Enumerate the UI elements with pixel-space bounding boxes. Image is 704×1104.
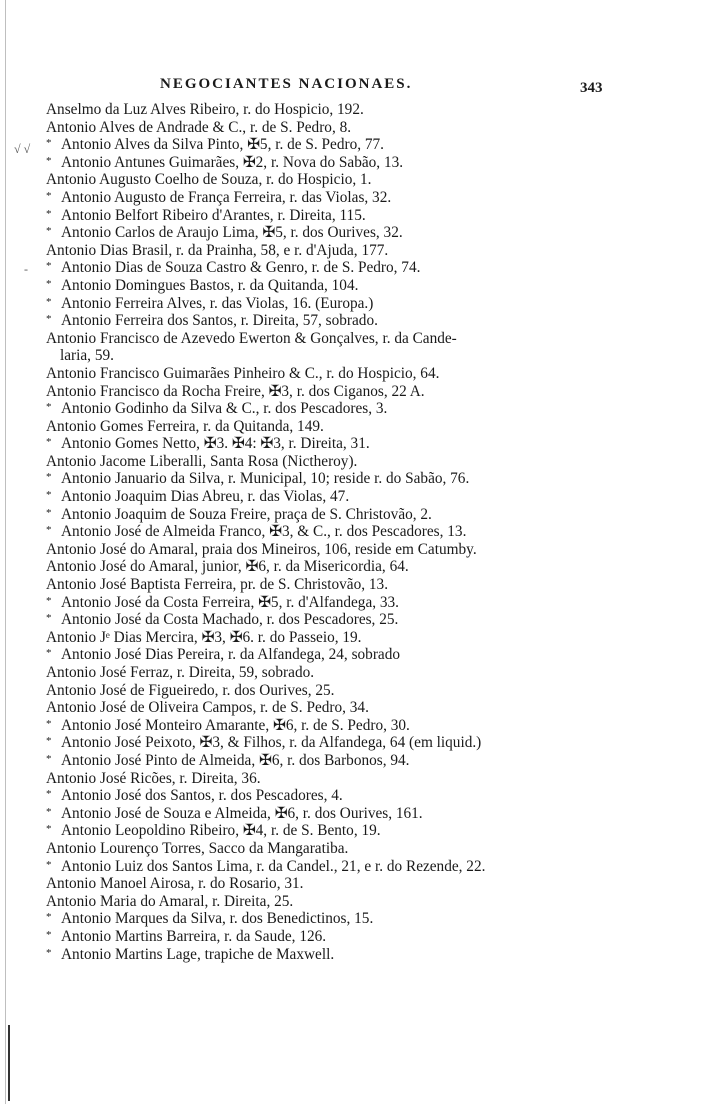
entries-list: [46, 101, 696, 963]
entry-text: Antonio Augusto Coelho de Souza, r. do Hospicio, 1.: [46, 171, 372, 189]
entry-text: Antonio Francisco Guimarães Pinheiro & C., r. do Hospicio, 64.: [46, 364, 440, 382]
list-item: [46, 189, 696, 207]
entry-text: Antonio Jᵉ Dias Mercira, ✠3, ✠6. r. do Passeio, 19.: [46, 628, 362, 646]
asterisk-icon: *: [46, 647, 52, 660]
list-item: [46, 312, 696, 330]
entry-text: Antonio Antunes Guimarães, ✠2, r. Nova do Sabão, 13.: [61, 153, 404, 171]
list-item: [46, 330, 696, 348]
asterisk-icon: *: [46, 137, 52, 150]
page-number: 343: [580, 80, 603, 96]
list-item: [46, 822, 696, 840]
list-item: [46, 717, 696, 735]
list-item: [46, 435, 696, 453]
page-edge-line: [5, 0, 6, 1104]
list-item: [46, 946, 696, 964]
list-item: [46, 418, 696, 436]
asterisk-icon: *: [46, 436, 52, 449]
asterisk-icon: *: [46, 946, 52, 959]
list-item: [46, 699, 696, 717]
list-item: [46, 893, 696, 911]
list-item: [46, 910, 696, 928]
asterisk-icon: *: [46, 823, 52, 836]
list-item: [46, 470, 696, 488]
asterisk-icon: *: [46, 858, 52, 871]
asterisk-icon: *: [46, 225, 52, 238]
entry-text: Antonio Jacome Liberalli, Santa Rosa (Nictheroy).: [46, 452, 358, 470]
asterisk-icon: *: [46, 911, 52, 924]
list-item: [46, 506, 696, 524]
asterisk-icon: *: [46, 506, 52, 519]
entry-text: Antonio Gomes Ferreira, r. da Quitanda, 149.: [46, 417, 324, 435]
entry-text: Antonio Joaquim Dias Abreu, r. das Violas, 47.: [61, 488, 350, 506]
entry-text: Antonio Dias de Souza Castro & Genro, r. de S. Pedro, 74.: [61, 259, 421, 277]
entry-text: Antonio Leopoldino Ribeiro, ✠4, r. de S. Bento, 19.: [61, 822, 381, 840]
entry-text: Antonio José de Figueiredo, r. dos Ourives, 25.: [46, 681, 335, 699]
entry-text: Antonio José de Almeida Franco, ✠3, & C., r. dos Pescadores, 13.: [61, 523, 467, 541]
entry-text: Antonio Godinho da Silva & C., r. dos Pescadores, 3.: [61, 400, 388, 418]
list-item: [46, 101, 696, 119]
entry-text: Antonio Maria do Amaral, r. Direita, 25.: [46, 892, 294, 910]
asterisk-icon: *: [46, 207, 52, 220]
margin-mark: √ √: [14, 142, 31, 156]
entry-text: Antonio José Pinto de Almeida, ✠6, r. dos Barbonos, 94.: [61, 751, 410, 769]
list-item: [46, 171, 696, 189]
asterisk-icon: *: [46, 489, 52, 502]
asterisk-icon: *: [46, 295, 52, 308]
list-item: [46, 541, 696, 559]
list-item: [46, 453, 696, 471]
list-item: [46, 858, 696, 876]
entry-text: Antonio Manoel Airosa, r. do Rosario, 31.: [46, 875, 304, 893]
asterisk-icon: *: [46, 752, 52, 765]
entry-text: Antonio Domingues Bastos, r. da Quitanda, 104.: [61, 276, 359, 294]
entry-text: Antonio José Ricões, r. Direita, 36.: [46, 769, 261, 787]
entry-text: Antonio Alves de Andrade & C., r. de S. Pedro, 8.: [46, 118, 352, 136]
list-item: [46, 576, 696, 594]
asterisk-icon: *: [46, 717, 52, 730]
margin-bar: [8, 1025, 10, 1101]
entry-text: Antonio José Dias Pereira, r. da Alfandega, 24, sobrado: [61, 646, 401, 664]
list-item: [46, 119, 696, 137]
list-item: [46, 664, 696, 682]
entry-text: Anselmo da Luz Alves Ribeiro, r. do Hospicio, 192.: [46, 101, 364, 118]
entry-text: Antonio José da Costa Machado, r. dos Pescadores, 25.: [61, 611, 399, 629]
list-item: [46, 383, 696, 401]
entry-text: Antonio José do Amaral, praia dos Mineiros, 106, reside em Catumby.: [46, 540, 477, 558]
entry-text: Antonio Gomes Netto, ✠3. ✠4: ✠3, r. Direita, 31.: [61, 435, 370, 453]
entry-text: Antonio José Peixoto, ✠3, & Filhos, r. da Alfandega, 64 (em liquid.): [61, 734, 482, 752]
entry-text: laria, 59.: [60, 347, 114, 365]
entry-text: Antonio José da Costa Ferreira, ✠5, r. d'Alfandega, 33.: [61, 593, 400, 611]
list-item: [46, 365, 696, 383]
list-item: [46, 734, 696, 752]
asterisk-icon: *: [46, 471, 52, 484]
asterisk-icon: *: [46, 805, 52, 818]
list-item: [46, 277, 696, 295]
list-item: [46, 840, 696, 858]
list-item: [46, 242, 696, 260]
list-item: [46, 805, 696, 823]
entry-text: Antonio Marques da Silva, r. dos Benedictinos, 15.: [61, 910, 374, 928]
asterisk-icon: *: [46, 594, 52, 607]
entry-text: Antonio José dos Santos, r. dos Pescadores, 4.: [61, 787, 343, 805]
entry-text: Antonio Ferreira dos Santos, r. Direita, 57, sobrado.: [61, 312, 378, 330]
list-item: [46, 682, 696, 700]
asterisk-icon: *: [46, 277, 52, 290]
list-item: [46, 154, 696, 172]
list-item: [46, 558, 696, 576]
list-item: [46, 646, 696, 664]
asterisk-icon: *: [46, 260, 52, 273]
entry-text: Antonio Belfort Ribeiro d'Arantes, r. Direita, 115.: [61, 206, 366, 224]
entry-text: Antonio José de Souza e Almeida, ✠6, r. dos Ourives, 161.: [61, 804, 423, 822]
asterisk-icon: *: [46, 788, 52, 801]
list-item: [46, 347, 696, 365]
entry-text: Antonio Ferreira Alves, r. das Violas, 16. (Europa.): [61, 294, 374, 312]
list-item: [46, 928, 696, 946]
entry-text: Antonio Francisco de Azevedo Ewerton & Gonçalves, r. da Cande-: [46, 329, 457, 347]
entry-text: Antonio José do Amaral, junior, ✠6, r. da Misericordia, 64.: [46, 558, 409, 576]
list-item: [46, 787, 696, 805]
list-item: [46, 523, 696, 541]
asterisk-icon: *: [46, 612, 52, 625]
entry-text: Antonio Joaquim de Souza Freire, praça de S. Christovão, 2.: [61, 505, 432, 523]
entry-text: Antonio Carlos de Araujo Lima, ✠5, r. dos Ourives, 32.: [61, 224, 403, 242]
list-item: [46, 611, 696, 629]
list-item: [46, 752, 696, 770]
asterisk-icon: *: [46, 928, 52, 941]
list-item: [46, 295, 696, 313]
entry-text: Antonio José Ferraz, r. Direita, 59, sobrado.: [46, 664, 315, 681]
entry-text: Antonio Januario da Silva, r. Municipal, 10; reside r. do Sabão, 76.: [61, 470, 470, 488]
page-title: NEGOCIANTES NACIONAES.: [160, 76, 413, 92]
entry-text: Antonio Francisco da Rocha Freire, ✠3, r. dos Ciganos, 22 A.: [46, 382, 425, 400]
entry-text: Antonio Luiz dos Santos Lima, r. da Candel., 21, e r. do Rezende, 22.: [61, 857, 486, 875]
list-item: [46, 629, 696, 647]
asterisk-icon: *: [46, 524, 52, 537]
list-item: [46, 488, 696, 506]
asterisk-icon: *: [46, 401, 52, 414]
list-item: [46, 136, 696, 154]
entry-text: Antonio José Monteiro Amarante, ✠6, r. de S. Pedro, 30.: [61, 716, 410, 734]
list-item: [46, 875, 696, 893]
margin-dash: -: [24, 262, 28, 276]
asterisk-icon: *: [46, 735, 52, 748]
list-item: [46, 594, 696, 612]
list-item: [46, 224, 696, 242]
entry-text: Antonio José de Oliveira Campos, r. de S. Pedro, 34.: [46, 699, 369, 717]
list-item: [46, 400, 696, 418]
asterisk-icon: *: [46, 154, 52, 167]
list-item: [46, 770, 696, 788]
entry-text: Antonio Dias Brasil, r. da Prainha, 58, e r. d'Ajuda, 177.: [46, 241, 389, 259]
list-item: [46, 259, 696, 277]
entry-text: Antonio Alves da Silva Pinto, ✠5, r. de S. Pedro, 77.: [61, 136, 385, 154]
entry-text: Antonio Martins Barreira, r. da Saude, 126.: [61, 927, 327, 945]
entry-text: Antonio Lourenço Torres, Sacco da Mangaratiba.: [46, 839, 349, 857]
entry-text: Antonio Augusto de França Ferreira, r. das Violas, 32.: [61, 188, 392, 206]
entry-text: Antonio José Baptista Ferreira, pr. de S. Christovão, 13.: [46, 576, 389, 594]
asterisk-icon: *: [46, 189, 52, 202]
list-item: [46, 207, 696, 225]
entry-text: Antonio Martins Lage, trapiche de Maxwell.: [61, 945, 335, 963]
asterisk-icon: *: [46, 313, 52, 326]
